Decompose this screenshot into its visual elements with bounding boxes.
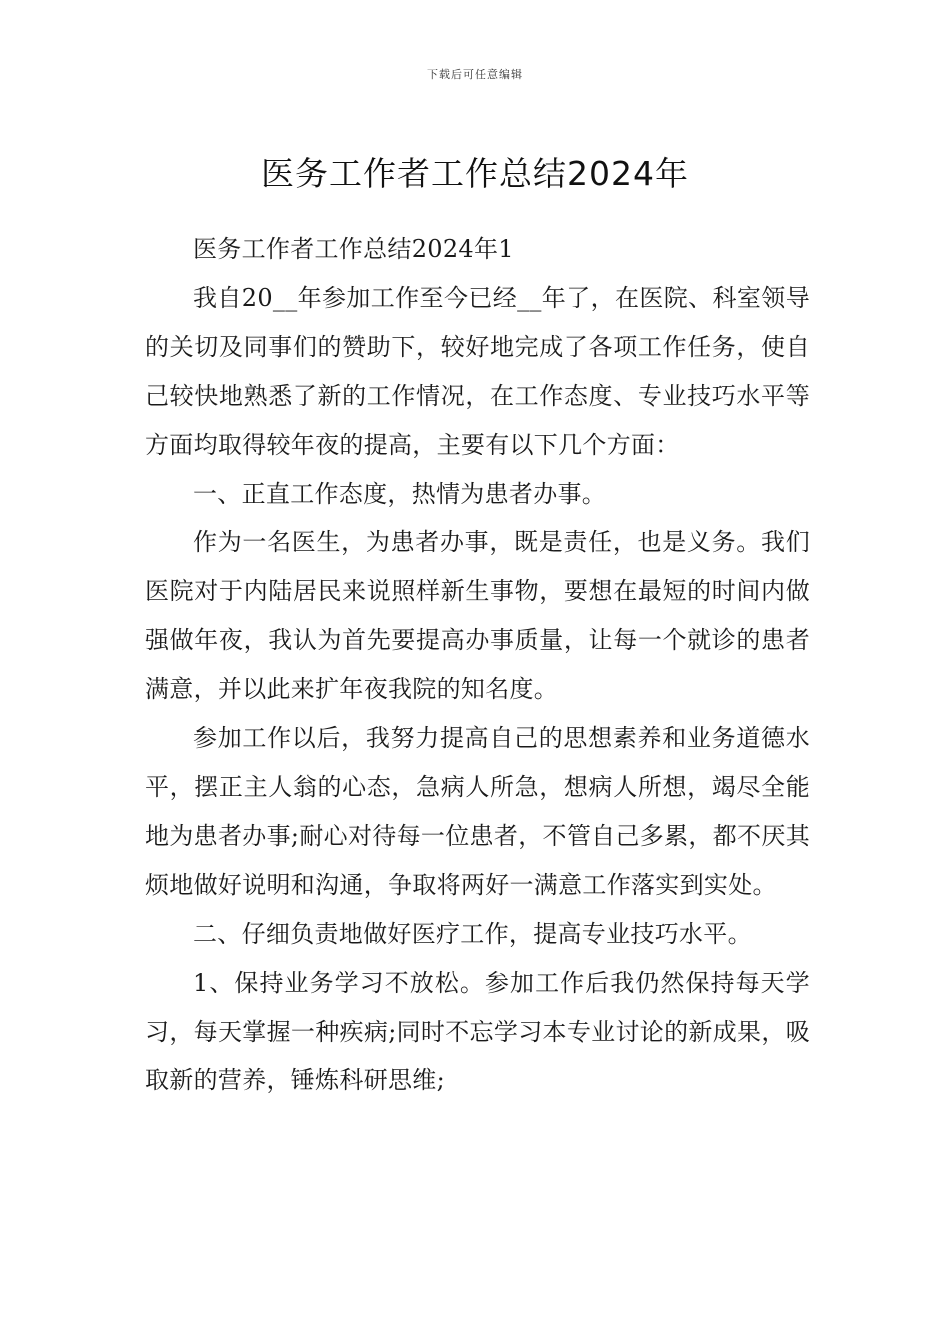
document-title: 医务工作者工作总结2024年 <box>261 154 689 194</box>
header-note: 下载后可任意编辑 <box>427 68 523 81</box>
section-heading-2: 二、仔细负责地做好医疗工作，提高专业技巧水平。 <box>193 919 752 948</box>
paragraph-subtitle: 医务工作者工作总结2024年1 <box>193 235 514 263</box>
paragraph: 1、保持业务学习不放松。参加工作后我仍然保持每天学习，每天掌握一种疾病;同时不忘学习本专业讨论的新成果，吸取新的营养，锤炼科研思维; <box>145 968 810 1095</box>
paragraph-intro: 我自20__年参加工作至今已经__年了，在医院、科室领导的关切及同事们的赞助下，较好地完成了各项工作任务，使自己较快地熟悉了新的工作情况，在工作态度、专业技巧水平等方面均取得较年夜的提高，主要有以下几个方面： <box>145 283 810 459</box>
document-body <box>145 225 810 1105</box>
section-heading-1: 一、正直工作态度，热情为患者办事。 <box>193 479 607 508</box>
paragraph: 作为一名医生，为患者办事，既是责任，也是义务。我们医院对于内陆居民来说照样新生事物，要想在最短的时间内做强做年夜，我认为首先要提高办事质量，让每一个就诊的患者满意，并以此来扩年夜我院的知名度。 <box>145 528 810 704</box>
paragraph: 参加工作以后，我努力提高自己的思想素养和业务道德水平，摆正主人翁的心态，急病人所急，想病人所想，竭尽全能地为患者办事;耐心对待每一位患者，不管自己多累，都不厌其烦地做好说明和沟通，争取将两好一满意工作落实到实处。 <box>145 724 810 899</box>
